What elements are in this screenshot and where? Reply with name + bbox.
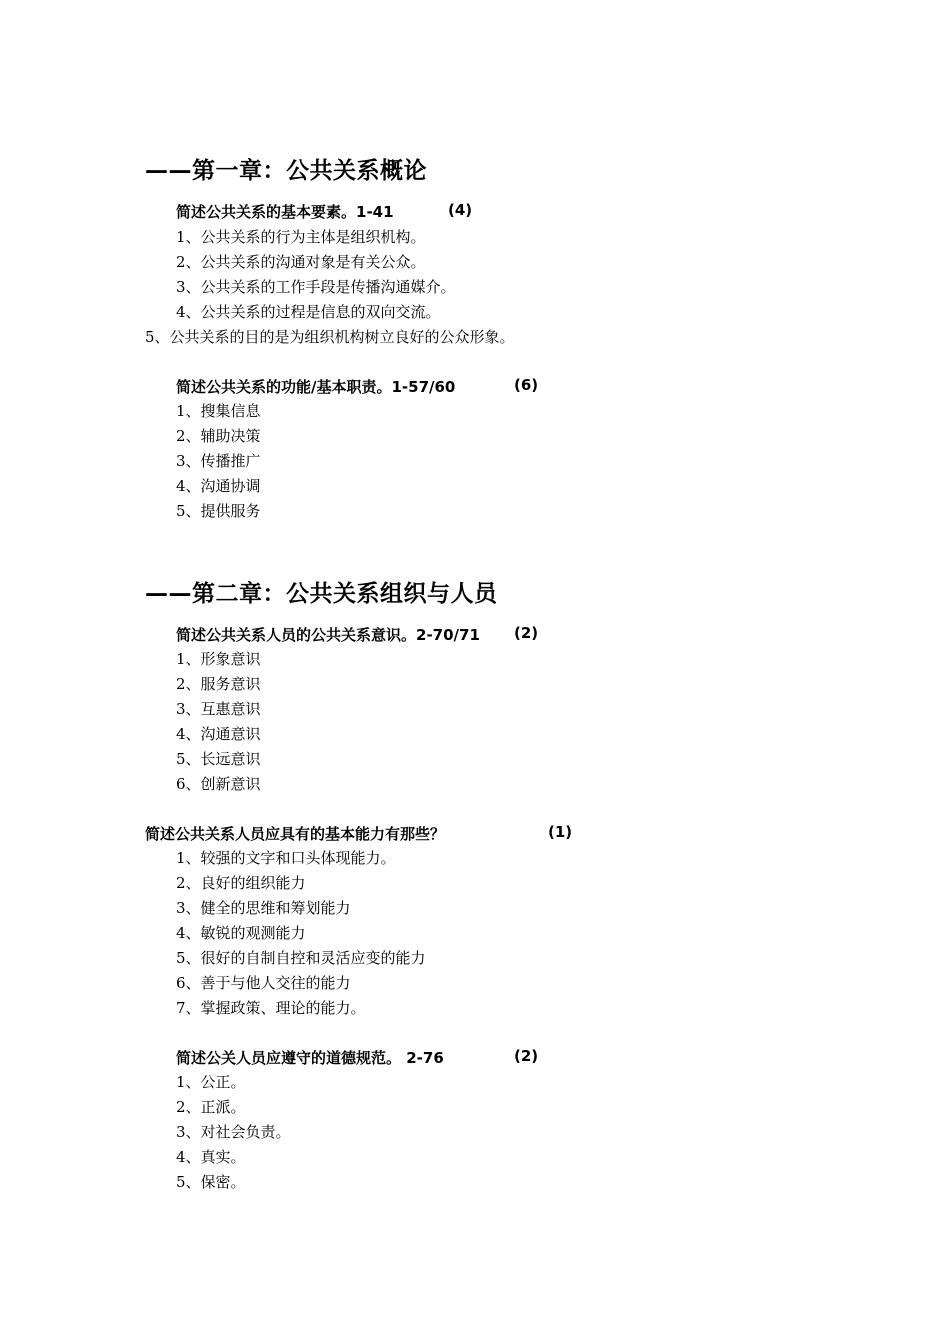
question-text: 简述公共关系人员的公共关系意识。2-70/71 <box>176 626 480 644</box>
list-item: 5、很好的自制自控和灵活应变的能力 <box>176 949 426 967</box>
question-score: (4) <box>448 201 473 219</box>
list-item: 3、互惠意识 <box>176 700 261 718</box>
list-item: 2、服务意识 <box>176 675 261 693</box>
question-2-2 <box>145 823 573 844</box>
list-item: 5、公共关系的目的是为组织机构树立良好的公众形象。 <box>145 328 515 346</box>
list-item: 6、善于与他人交往的能力 <box>176 974 351 992</box>
list-item: 1、公正。 <box>176 1073 246 1091</box>
list-item: 5、提供服务 <box>176 502 261 520</box>
question-text: 简述公共关系人员应具有的基本能力有那些？ <box>145 825 446 843</box>
list-item: 2、辅助决策 <box>176 427 261 445</box>
question-text: 简述公关人员应遵守的道德规范。 2-76 <box>176 1049 444 1067</box>
list-item: 2、公共关系的沟通对象是有关公众。 <box>176 253 426 271</box>
list-item: 1、搜集信息 <box>176 402 261 420</box>
question-score: (2) <box>514 1047 539 1065</box>
list-item: 4、沟通协调 <box>176 477 261 495</box>
chapter-1-title: ——第一章：公共关系概论 <box>145 158 427 184</box>
list-item: 1、较强的文字和口头体现能力。 <box>176 849 396 867</box>
question-1-1 <box>176 201 473 222</box>
chapter-2-title: ——第二章：公共关系组织与人员 <box>145 581 498 607</box>
question-score: (1) <box>548 823 573 841</box>
list-item: 3、传播推广 <box>176 452 261 470</box>
list-item: 3、对社会负责。 <box>176 1123 291 1141</box>
list-item: 6、创新意识 <box>176 775 261 793</box>
list-item: 2、正派。 <box>176 1098 246 1116</box>
list-item: 4、敏锐的观测能力 <box>176 924 306 942</box>
list-item: 1、公共关系的行为主体是组织机构。 <box>176 228 426 246</box>
list-item: 2、良好的组织能力 <box>176 874 306 892</box>
question-1-2 <box>176 376 539 397</box>
list-item: 4、沟通意识 <box>176 725 261 743</box>
list-item: 5、长远意识 <box>176 750 261 768</box>
question-score: (2) <box>514 624 539 642</box>
list-item: 3、健全的思维和筹划能力 <box>176 899 351 917</box>
list-item: 5、保密。 <box>176 1173 246 1191</box>
question-text: 简述公共关系的功能/基本职责。1-57/60 <box>176 378 456 396</box>
list-item: 4、公共关系的过程是信息的双向交流。 <box>176 303 441 321</box>
question-2-1 <box>176 624 539 645</box>
list-item: 4、真实。 <box>176 1148 246 1166</box>
question-score: (6) <box>514 376 539 394</box>
list-item: 1、形象意识 <box>176 650 261 668</box>
question-2-3 <box>176 1047 539 1068</box>
list-item: 3、公共关系的工作手段是传播沟通媒介。 <box>176 278 456 296</box>
question-text: 简述公共关系的基本要素。1-41 <box>176 203 394 221</box>
list-item: 7、掌握政策、理论的能力。 <box>176 999 366 1017</box>
